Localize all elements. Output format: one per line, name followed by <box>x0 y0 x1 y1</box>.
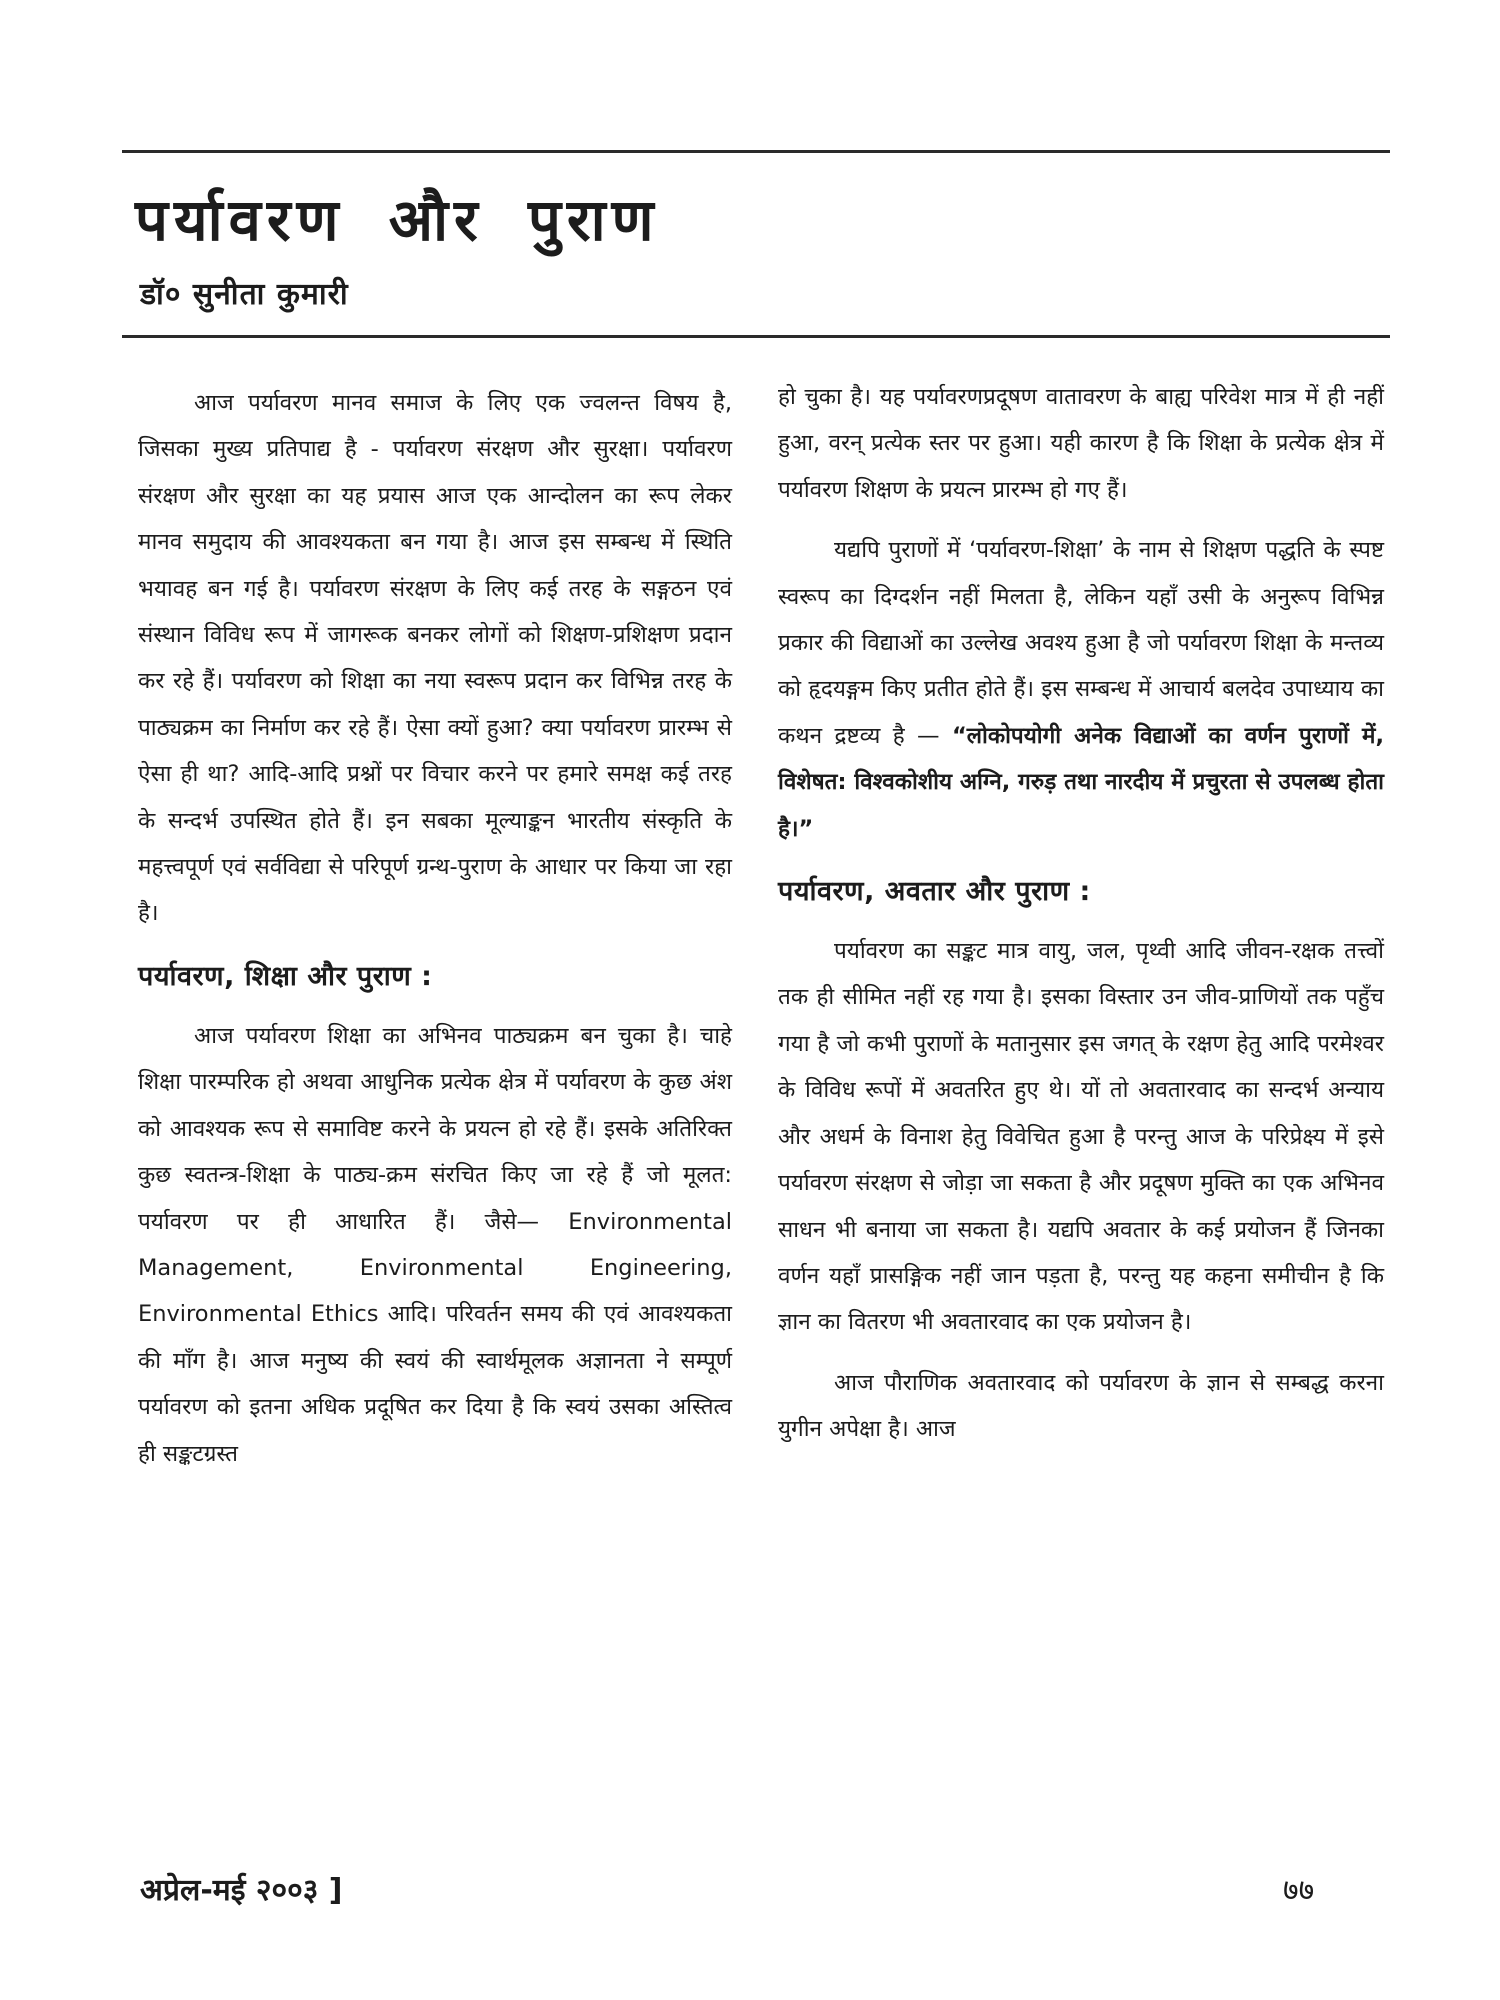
section-heading-education: पर्यावरण, शिक्षा और पुराण : <box>138 960 433 992</box>
paragraph-puranas <box>778 527 1384 852</box>
section-heading-avatar: पर्यावरण, अवतार और पुराण : <box>778 876 1091 908</box>
article-author: डॉ० सुनीता कुमारी <box>140 277 349 312</box>
paragraph-closing: आज पौराणिक अवतारवाद को पर्यावरण के ज्ञान से सम्बद्ध करना युगीन अपेक्षा है। आज <box>778 1369 1384 1443</box>
paragraph-intro: आज पर्यावरण मानव समाज के लिए एक ज्वलन्त विषय है, जिसका मुख्य प्रतिपाद्य है - पर्यावरण संरक्षण और सुरक्षा। पर्यावरण संरक्षण और सुरक्षा का यह प्रयास आज एक आन्दोलन का रूप लेकर मानव समुदाय की आवश्यकता बन गया है। आज इस सम्बन्ध में स्थिति भयावह बन गई है। पर्यावरण संरक्षण के लिए कई तरह के सङ्गठन एवं संस्थान विविध रूप में जागरूक बनकर लोगों को शिक्षण-प्रशिक्षण प्रदान कर रहे हैं। पर्यावरण को शिक्षा का नया स्वरूप प्रदान कर विभिन्न तरह के पाठ्यक्रम का निर्माण कर रहे हैं। ऐसा क्यों हुआ? क्या पर्यावरण प्रारम्भ से ऐसा ही था? आदि-आदि प्रश्नों पर विचार करने पर हमारे समक्ष कई तरह के सन्दर्भ उपस्थित होते हैं। इन सबका मूल्याङ्कन भारतीय संस्कृति के महत्त्वपूर्ण एवं सर्वविद्या से परिपूर्ण ग्रन्थ-पुराण के आधार पर किया जा रहा है। <box>138 390 732 927</box>
paragraph-education: आज पर्यावरण शिक्षा का अभिनव पाठ्यक्रम बन चुका है। चाहे शिक्षा पारम्परिक हो अथवा आधुनिक प्रत्येक क्षेत्र में पर्यावरण के कुछ अंश को आवश्यक रूप से समाविष्ट करने के प्रयत्न हो रहे हैं। इसके अतिरिक्त कुछ स्वतन्त्र-शिक्षा के पाठ्य-क्रम संरचित किए जा रहे हैं जो मूलत: पर्यावरण पर ही आधारित हैं। जैसे— Environmental Management, Environmental Engineering, Environmental Ethics आदि। परिवर्तन समय की एवं आवश्यकता की माँग है। आज मनुष्य की स्वयं की स्वार्थमूलक अज्ञानता ने सम्पूर्ण पर्यावरण को इतना अधिक प्रदूषित कर दिया है कि स्वयं उसका अस्तित्व ही सङ्कटग्रस्त <box>138 1022 732 1467</box>
article-title: पर्यावरण और पुराण <box>135 186 660 254</box>
paragraph-avatar: पर्यावरण का सङ्कट मात्र वायु, जल, पृथ्वी आदि जीवन-रक्षक तत्त्वों तक ही सीमित नहीं रह गया है। इसका विस्तार उन जीव-प्राणियों तक पहुँच गया है जो कभी पुराणों के मतानुसार इस जगत् के रक्षण हेतु आदि परमेश्वर के विविध रूपों में अवतरित हुए थे। यों तो अवतारवाद का सन्दर्भ अन्याय और अधर्म के विनाश हेतु विवेचित हुआ है परन्तु आज के परिप्रेक्ष्य में इसे पर्यावरण संरक्षण से जोड़ा जा सकता है और प्रदूषण मुक्ति का एक अभिनव साधन भी बनाया जा सकता है। यद्यपि अवतार के कई प्रयोजन हैं जिनका वर्णन यहाँ प्रासङ्गिक नहीं जान पड़ता है, परन्तु यह कहना समीचीन है कि ज्ञान का वितरण भी अवतारवाद का एक प्रयोजन है। <box>778 938 1384 1336</box>
top-rule <box>122 150 1390 153</box>
issue-date: अप्रेल-मई २००३ ] <box>140 1873 343 1908</box>
header-rule <box>122 335 1390 338</box>
quote-baldev-upadhyay: “लोकोपयोगी अनेक विद्याओं का वर्णन पुराणों में, विशेषत: विश्वकोशीय अग्नि, गरुड़ तथा नारदीय में प्रचुरता से उपलब्ध होता है।” <box>778 722 1385 842</box>
paragraph-puranas-text: यद्यपि पुराणों में ‘पर्यावरण-शिक्षा’ के नाम से शिक्षण पद्धति के स्पष्ट स्वरूप का दिग्दर्शन नहीं मिलता है, लेकिन यहाँ उसी के अनुरूप विभिन्न प्रकार की विद्याओं का उल्लेख अवश्य हुआ है जो पर्यावरण शिक्षा के मन्तव्य को हृदयङ्गम किए प्रतीत होते हैं। इस सम्बन्ध में आचार्य बलदेव उपाध्याय का कथन द्रष्टव्य है — <box>778 537 1384 749</box>
right-column <box>778 374 1384 1453</box>
paragraph-continuation: हो चुका है। यह पर्यावरणप्रदूषण वातावरण के बाह्य परिवेश मात्र में ही नहीं हुआ, वरन् प्रत्येक स्तर पर हुआ। यही कारण है कि शिक्षा के प्रत्येक क्षेत्र में पर्यावरण शिक्षण के प्रयत्न प्रारम्भ हो गए हैं। <box>778 384 1384 503</box>
left-column <box>138 380 732 1477</box>
page-number: ७७ <box>1283 1873 1315 1908</box>
